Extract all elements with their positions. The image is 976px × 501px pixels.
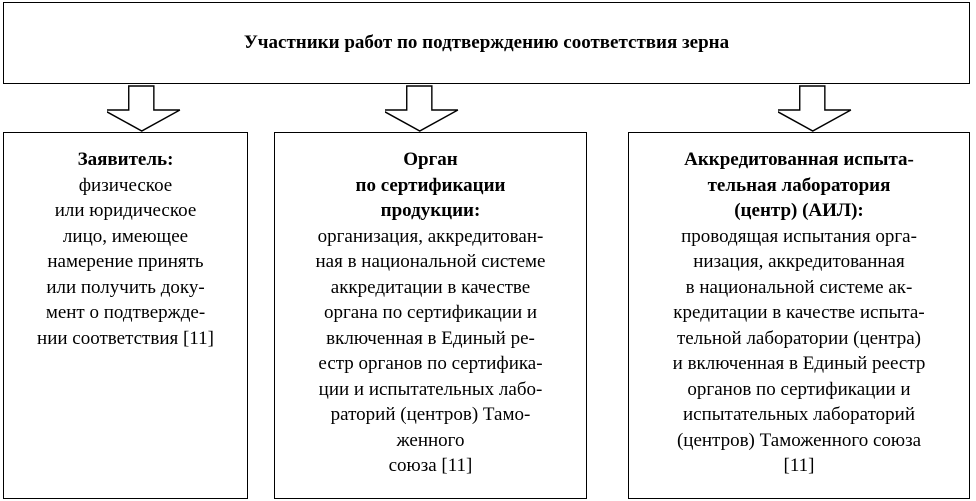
participant-description-line: или юридическое (54, 200, 197, 221)
participant-description-line: или получить доку- (46, 276, 205, 298)
participant-description-line: нии соответствия [11] (37, 327, 214, 349)
participant-description-line: физическое (78, 174, 173, 196)
header-box (3, 2, 970, 84)
participant-heading-line: Заявитель: (77, 149, 174, 170)
participant-description-line: естр органов по сертифика- (318, 353, 543, 374)
participant-description-line: низация, аккредитованная (693, 251, 905, 272)
diagram-title: Участники работ по подтверждению соответствия зерна (243, 32, 730, 53)
participant-heading-line: Орган (403, 149, 458, 170)
participant-description-line: включенная в Единый ре- (326, 327, 535, 349)
participant-description-line: проводящая испытания орга- (681, 225, 917, 247)
down-arrow-icon (778, 85, 858, 133)
participant-description-line: мент о подтвержде- (45, 302, 206, 323)
participant-description-line: женного (396, 429, 465, 451)
participant-description-line: (центров) Таможенного союза (676, 429, 922, 451)
down-arrow-icon (385, 85, 465, 133)
participant-description-line: и включенная в Единый реестр (672, 353, 926, 374)
participant-description-line: испытательных лабораторий (683, 404, 915, 425)
applicant-box (3, 132, 248, 499)
participant-description-line: тельной лаборатории (центра) (676, 327, 922, 349)
participant-heading-line: (центр) (АИЛ): (734, 200, 864, 221)
participant-description-line: раторий (центров) Тамо- (330, 404, 531, 425)
participant-description-line: организация, аккредитован- (317, 225, 544, 247)
testing-laboratory-box (628, 132, 970, 499)
participant-heading-line: Аккредитованная испыта- (684, 149, 914, 170)
participant-description-line: лицо, имеющее (62, 225, 189, 247)
participant-description-line: кредитации в качестве испыта- (673, 302, 925, 323)
down-arrow-icon (107, 85, 187, 133)
certification-body-box (274, 132, 587, 499)
participant-description-line: [11] (783, 455, 815, 476)
participant-description-line: органа по сертификации и (323, 302, 538, 323)
participant-description-line: аккредитации в качестве (330, 276, 531, 298)
participant-description-line: органов по сертификации и (687, 378, 911, 400)
participant-description-line: союза [11] (388, 455, 473, 476)
participant-heading-line: по сертификации (355, 174, 506, 196)
participant-heading-line: продукции: (380, 200, 481, 221)
participant-description-line: намерение принять (47, 251, 204, 272)
participant-description-line: ции и испытательных лабо- (318, 378, 543, 400)
participant-description-line: в национальной системе ак- (685, 276, 913, 298)
participant-heading-line: тельная лаборатория (707, 174, 891, 196)
participant-description-line: ная в национальной системе (315, 251, 546, 272)
